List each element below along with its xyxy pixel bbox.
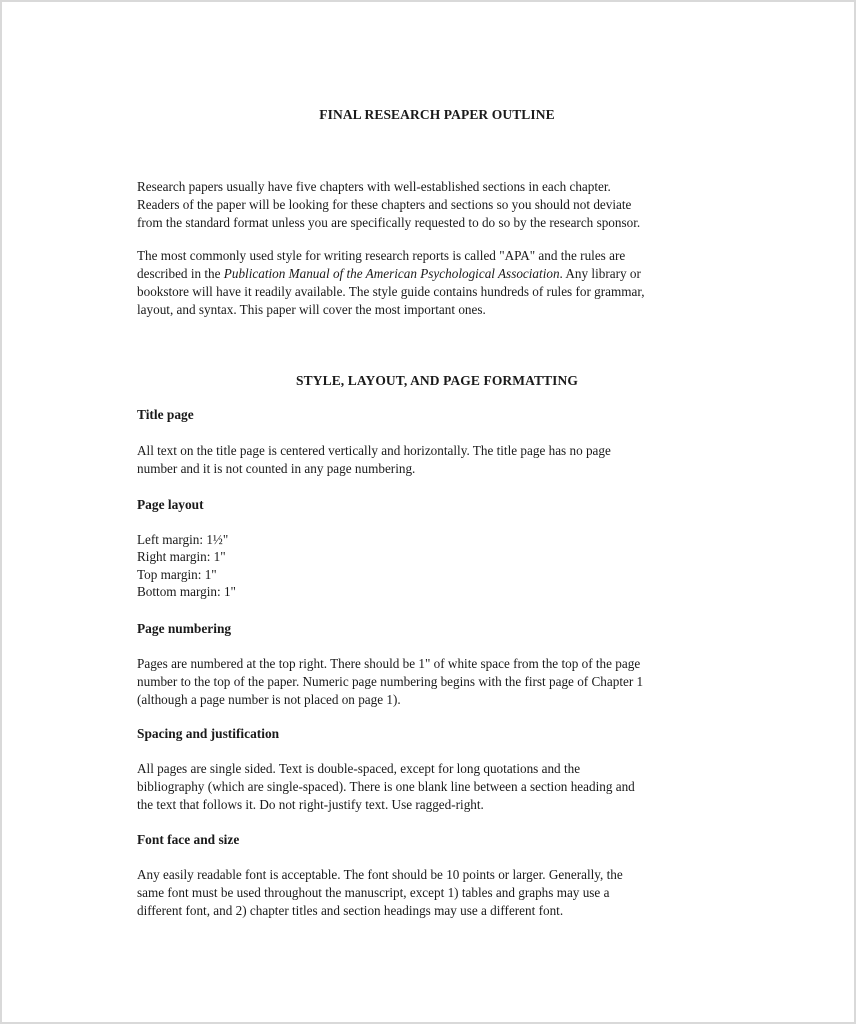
left-margin: Left margin: 1½" (137, 532, 229, 547)
page-numbering-line-2: number to the top of the paper. Numeric page numbering begins with the first page of Chapter 1 (137, 674, 644, 689)
heading-spacing-justification: Spacing and justification (137, 726, 280, 741)
font-line-2: same font must be used throughout the manuscript, except 1) tables and graphs may use a (137, 885, 610, 900)
page-title: FINAL RESEARCH PAPER OUTLINE (319, 107, 555, 122)
font-line-3: different font, and 2) chapter titles and section headings may use a different font. (137, 903, 564, 918)
spacing-line-3: the text that follows it. Do not right-justify text. Use ragged-right. (137, 797, 484, 812)
intro-p1-line-1: Research papers usually have five chapters with well-established sections in each chapter. (137, 179, 611, 194)
heading-font-face-size: Font face and size (137, 832, 240, 847)
spacing-line-1: All pages are single sided. Text is double-spaced, except for long quotations and the (137, 761, 581, 776)
top-margin: Top margin: 1" (137, 567, 217, 582)
intro-p1-line-3: from the standard format unless you are specifically requested to do so by the research sponsor. (137, 215, 641, 230)
intro-p2-line-2-post: . Any library or (559, 266, 641, 281)
page-numbering-line-1: Pages are numbered at the top right. There should be 1" of white space from the top of the page (137, 656, 641, 671)
intro-p2-line-2 (137, 265, 641, 283)
right-margin: Right margin: 1" (137, 549, 226, 564)
intro-p2-line-2-pre: described in the (137, 266, 224, 281)
title-page-line-2: number and it is not counted in any page numbering. (137, 461, 416, 476)
intro-p2-line-3: bookstore will have it readily available. The style guide contains hundreds of rules for grammar, (137, 284, 645, 299)
intro-p1-line-2: Readers of the paper will be looking for these chapters and sections so you should not deviate (137, 197, 632, 212)
heading-page-numbering: Page numbering (137, 621, 232, 636)
heading-title-page: Title page (137, 407, 194, 422)
page-numbering-line-3: (although a page number is not placed on page 1). (137, 692, 401, 707)
title-page-line-1: All text on the title page is centered vertically and horizontally. The title page has no page (137, 443, 611, 458)
spacing-line-2: bibliography (which are single-spaced). There is one blank line between a section heading and (137, 779, 635, 794)
section-title: STYLE, LAYOUT, AND PAGE FORMATTING (296, 373, 578, 388)
font-line-1: Any easily readable font is acceptable. The font should be 10 points or larger. Generally, the (137, 867, 623, 882)
bottom-margin: Bottom margin: 1" (137, 584, 236, 599)
heading-page-layout: Page layout (137, 497, 204, 512)
intro-p2-line-1: The most commonly used style for writing research reports is called "APA" and the rules are (137, 248, 626, 263)
apa-manual-title: Publication Manual of the American Psychological Association (223, 266, 560, 281)
intro-p2-line-4: layout, and syntax. This paper will cover the most important ones. (137, 302, 486, 317)
